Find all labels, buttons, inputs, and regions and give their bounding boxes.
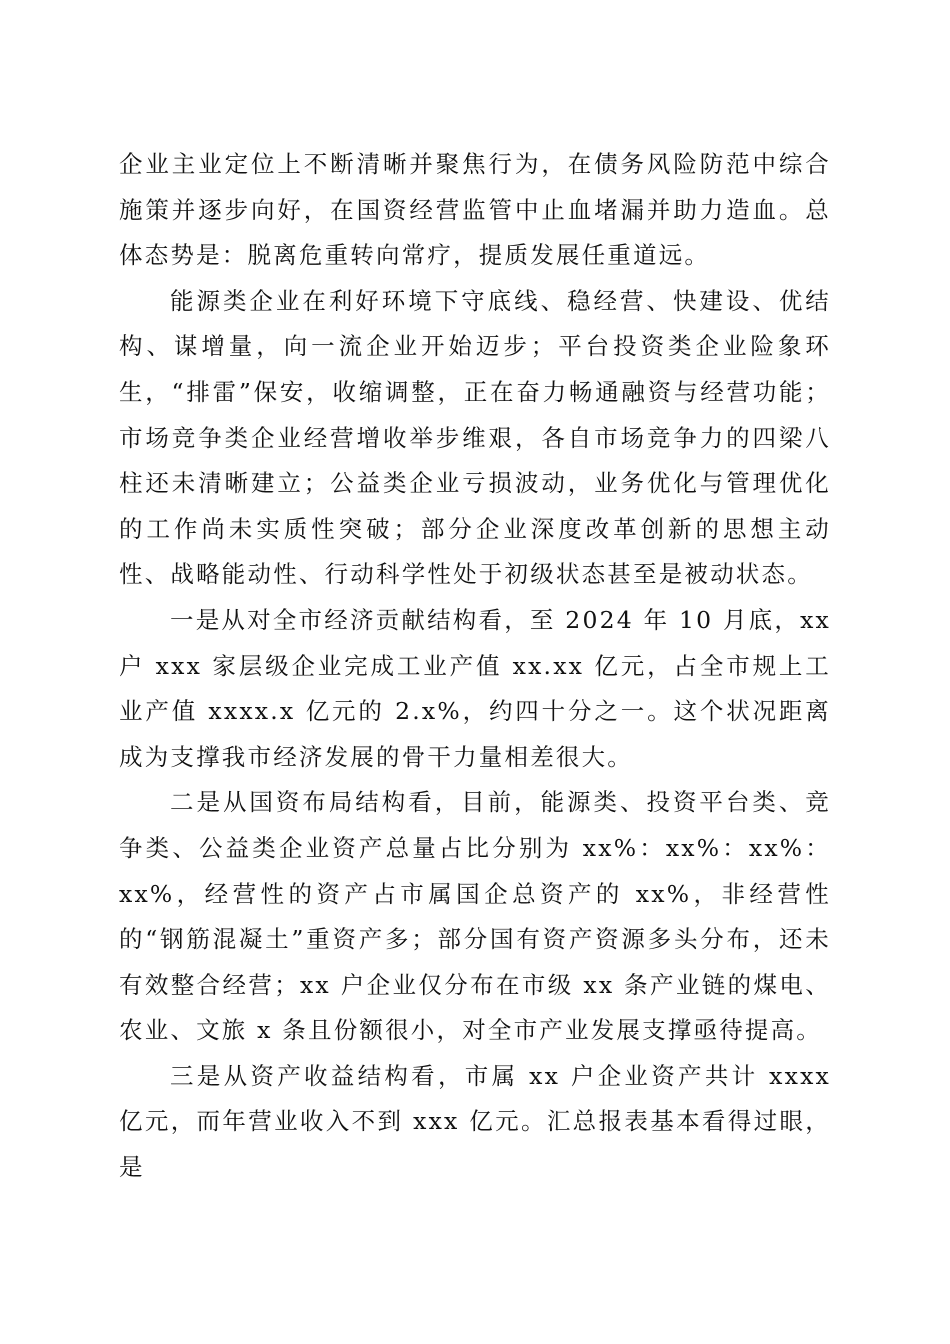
paragraph-5: 三是从资产收益结构看，市属 xx 户企业资产共计 xxxx 亿元，而年营业收入不到 xxx 亿元。汇总报表基本看得过眼，是 [119,1061,831,1182]
paragraph-1: 企业主业定位上不断清晰并聚焦行为，在债务风险防范中综合施策并逐步向好，在国资经营监管中止血堵漏并助力造血。总体态势是：脱离危重转向常疗，提质发展任重道远。 [119,150,831,270]
document-body [119,142,831,1191]
paragraph-3: 一是从对全市经济贡献结构看，至 2024 年 10 月底，xx 户 xxx 家层级企业完成工业产值 xx.xx 亿元，占全市规上工业产值 xxxx.x 亿元的 2.x%，约四十分之一。这个状况距离成为支撑我市经济发展的骨干力量相差很大。 [119,605,831,771]
paragraph-2: 能源类企业在利好环境下守底线、稳经营、快建设、优结构、谋增量，向一流企业开始迈步；平台投资类企业险象环生，“排雷”保安，收缩调整，正在奋力畅通融资与经营功能；市场竞争类企业经营增收举步维艰，各自市场竞争力的四梁八柱还未清晰建立；公益类企业亏损波动，业务优化与管理优化的工作尚未实质性突破；部分企业深度改革创新的思想主动性、战略能动性、行动科学性处于初级状态甚至是被动状态。 [119,286,831,589]
paragraph-4: 二是从国资布局结构看，目前，能源类、投资平台类、竞争类、公益类企业资产总量占比分别为 xx%：xx%：xx%：xx%，经营性的资产占市属国企总资产的 xx%，非经营性的“钢筋混凝土”重资产多；部分国有资产资源多头分布，还未有效整合经营；xx 户企业仅分布在市级 xx 条产业链的煤电、农业、文旅 x 条且份额很小，对全市产业发展支撑亟待提高。 [119,788,831,1045]
